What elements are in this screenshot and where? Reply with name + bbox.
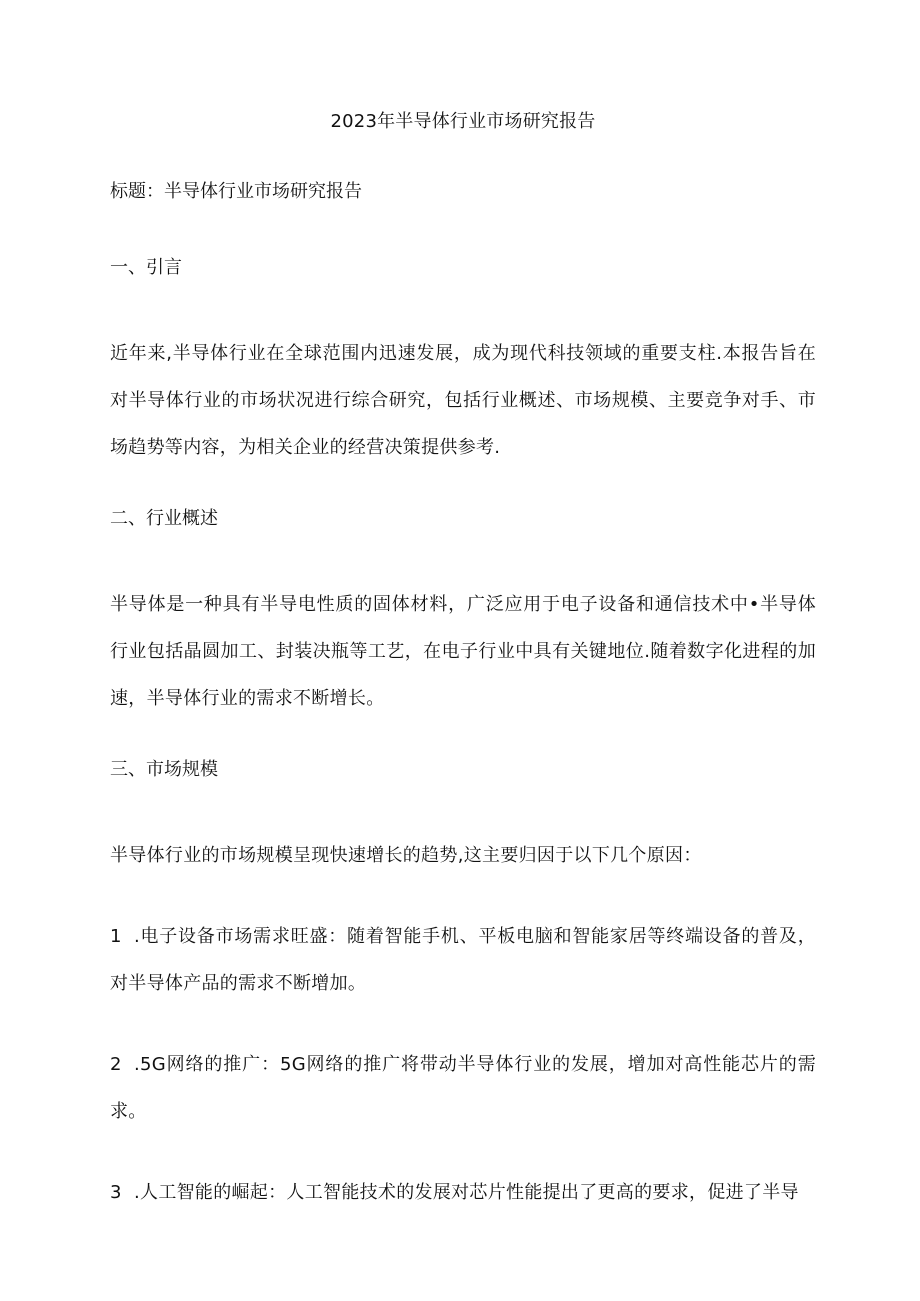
list-item-number: 1 — [110, 926, 122, 947]
list-item-text: .5G网络的推广：5G网络的推广将带动半导体行业的发展，增加对高性能芯片的需求。 — [110, 1054, 816, 1122]
list-item-number: 2 — [110, 1054, 122, 1075]
document-body — [110, 108, 816, 1250]
list-item-text: .人工智能的崛起：人工智能技术的发展对芯片性能提出了更高的要求，促进了半导 — [134, 1182, 799, 1203]
list-item — [110, 1169, 816, 1216]
document-subtitle: 标题：半导体行业市场研究报告 — [110, 181, 362, 202]
document-title: 2023年半导体行业市场研究报告 — [330, 111, 596, 132]
section-paragraph: 近年来,半导体行业在全球范围内迅速发展，成为现代科技领域的重要支柱.本报告旨在对半导体行业的市场状况进行综合研究，包括行业概述、市场规模、主要竞争对手、市场趋势等内容，为相关企业的经营决策提供参考. — [110, 343, 816, 458]
section-heading-industry-overview: 二、行业概述 — [110, 508, 218, 529]
list-item — [110, 913, 816, 1007]
section-heading-market-size: 三、市场规模 — [110, 759, 218, 780]
section-paragraph: 半导体行业的市场规模呈现快速增长的趋势,这主要归因于以下几个原因： — [110, 845, 702, 866]
list-item-number: 3 — [110, 1182, 122, 1203]
section-heading-introduction: 一、引言 — [110, 257, 182, 278]
list-item — [110, 1041, 816, 1135]
section-paragraph: 半导体是一种具有半导电性质的固体材料，广泛应用于电子设备和通信技术中•半导体行业包括晶圆加工、封装决瓶等工艺，在电子行业中具有关键地位.随着数字化进程的加速，半导体行业的需求不断增长。 — [110, 594, 816, 709]
list-item-text: .电子设备市场需求旺盛：随着智能手机、平板电脑和智能家居等终端设备的普及，对半导体产品的需求不断增加。 — [110, 926, 816, 994]
